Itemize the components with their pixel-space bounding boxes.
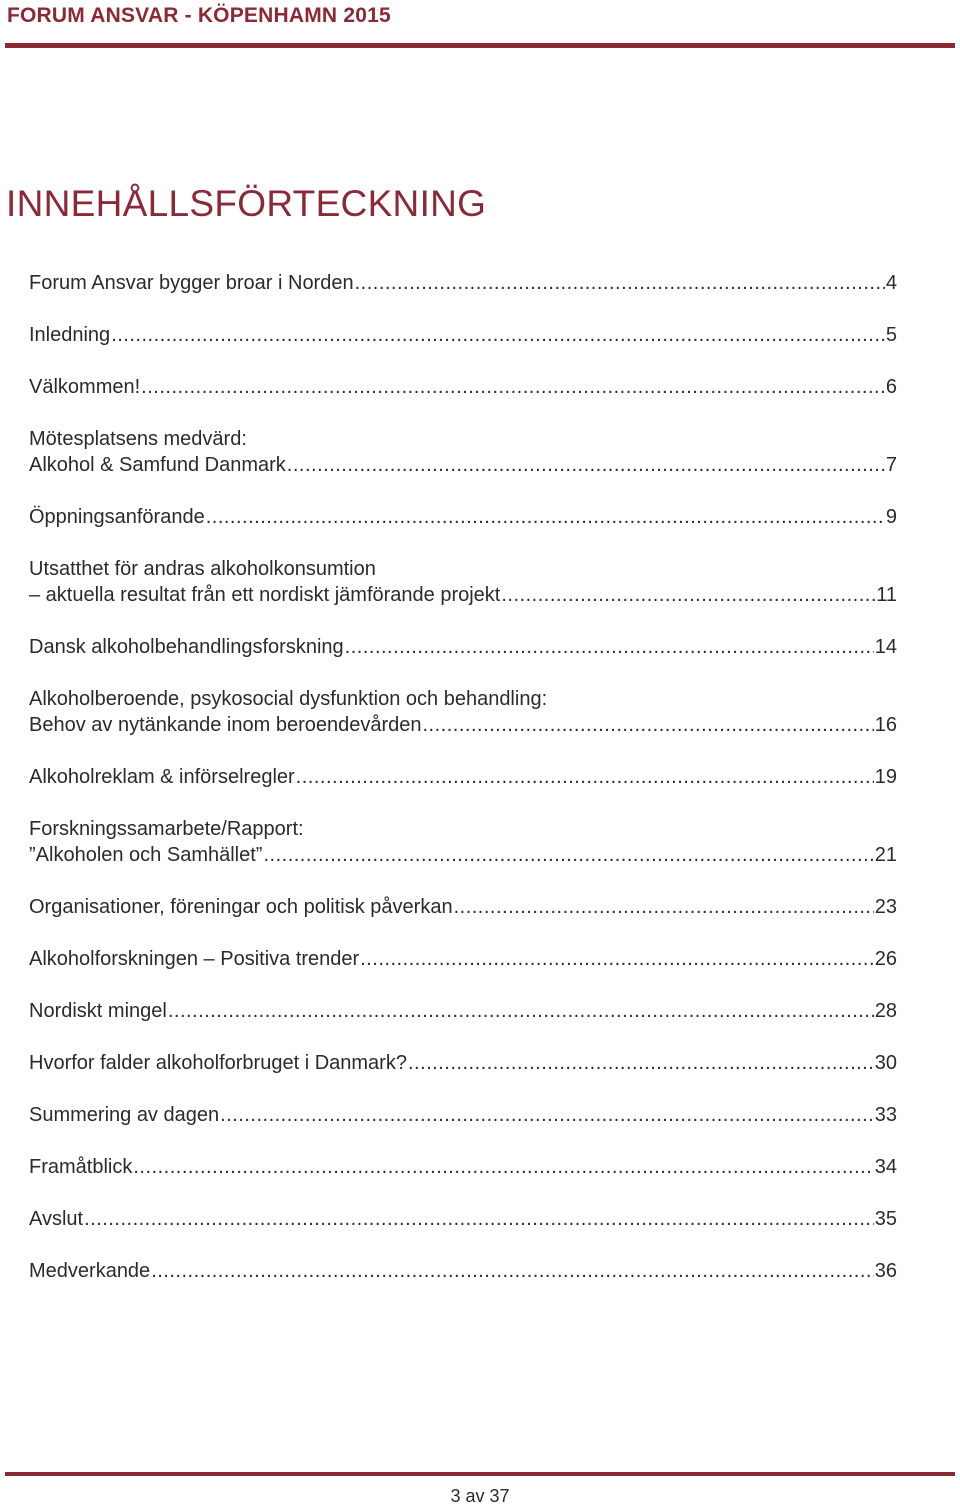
toc-entry-page-number: 23 (874, 896, 897, 918)
toc-entry-row (29, 842, 897, 868)
toc-entry-title-line: Utsatthet för andras alkoholkonsumtion (29, 558, 376, 580)
toc-entry-title: Forum Ansvar bygger broar i Norden (29, 272, 354, 294)
dot-leader (141, 374, 885, 400)
toc-entry-title: Organisationer, föreningar och politisk påverkan (29, 896, 453, 918)
dot-leader (151, 1258, 874, 1284)
toc-entry-page-number: 19 (874, 766, 897, 788)
toc-entry-row (29, 582, 897, 608)
toc-entry[interactable] (29, 556, 897, 608)
toc-entry-title: Öppningsanförande (29, 506, 205, 528)
toc-entry-title: Medverkande (29, 1260, 151, 1282)
toc-entry-page-number: 21 (874, 844, 897, 866)
toc-entry-page-number: 26 (874, 948, 897, 970)
toc-entry-row (29, 712, 897, 738)
toc-entry-title: Alkoholreklam & införselregler (29, 766, 295, 788)
toc-entry-title: Alkoholforskningen – Positiva trender (29, 948, 360, 970)
toc-entry-page-number: 35 (874, 1208, 897, 1230)
toc-entry[interactable] (29, 270, 897, 296)
toc-entry-title: Framåtblick (29, 1156, 133, 1178)
toc-entry[interactable] (29, 374, 897, 400)
toc-entry-page-number: 36 (874, 1260, 897, 1282)
dot-leader (168, 998, 874, 1024)
toc-entry[interactable] (29, 322, 897, 348)
toc-entry-page-number: 14 (874, 636, 897, 658)
toc-entry-row (29, 270, 897, 296)
dot-leader (501, 582, 875, 608)
toc-entry-page-number: 28 (874, 1000, 897, 1022)
toc-entry-row (29, 1206, 897, 1232)
toc-entry[interactable] (29, 764, 897, 790)
toc-entry-row (29, 1102, 897, 1128)
toc-entry[interactable] (29, 1206, 897, 1232)
toc-entry-title: Dansk alkoholbehandlingsforskning (29, 636, 344, 658)
dot-leader (408, 1050, 874, 1076)
toc-entry-title: Hvorfor falder alkoholforbruget i Danmark? (29, 1052, 407, 1074)
page-number: 3 av 37 (450, 1486, 510, 1506)
dot-leader (296, 764, 874, 790)
dot-leader (206, 504, 885, 530)
toc-entry-page-number: 33 (874, 1104, 897, 1126)
toc-entry-page-number: 9 (885, 506, 897, 528)
toc-entry-title: Summering av dagen (29, 1104, 220, 1126)
toc-entry-page-number: 34 (874, 1156, 897, 1178)
toc-entry-page-number: 6 (885, 376, 897, 398)
toc-entry-title: Avslut (29, 1208, 84, 1230)
toc-entry-title: Inledning (29, 324, 111, 346)
toc-entry[interactable] (29, 686, 897, 738)
toc-entry-row (29, 322, 897, 348)
toc-entry[interactable] (29, 504, 897, 530)
document-header-title: FORUM ANSVAR - KÖPENHAMN 2015 (7, 4, 391, 27)
toc-entry[interactable] (29, 634, 897, 660)
toc-entry-title: Alkohol & Samfund Danmark (29, 454, 286, 476)
toc-entry-row (29, 634, 897, 660)
toc-entry-row (29, 946, 897, 972)
toc-entry-page-number: 11 (876, 584, 897, 606)
dot-leader (345, 634, 874, 660)
header-divider (5, 43, 955, 48)
toc-entry-title: Nordiskt mingel (29, 1000, 167, 1022)
toc-entry-row (29, 1258, 897, 1284)
toc-entry[interactable] (29, 816, 897, 868)
dot-leader (360, 946, 874, 972)
toc-entry-row (29, 998, 897, 1024)
toc-entry-row (29, 452, 897, 478)
toc-entry[interactable] (29, 1102, 897, 1128)
dot-leader (220, 1102, 874, 1128)
toc-heading: INNEHÅLLSFÖRTECKNING (6, 183, 487, 224)
toc-entry-row (29, 894, 897, 920)
toc-entry-title: Välkommen! (29, 376, 141, 398)
dot-leader (263, 842, 873, 868)
toc-entry-title: – aktuella resultat från ett nordiskt jämförande projekt (29, 584, 501, 606)
toc-entry-row (29, 504, 897, 530)
toc-entry-row (29, 374, 897, 400)
toc-entry-title-line: Alkoholberoende, psykosocial dysfunktion och behandling: (29, 688, 548, 710)
toc-entry-page-number: 16 (874, 714, 897, 736)
table-of-contents (29, 270, 897, 1310)
toc-entry-title-line: Mötesplatsens medvärd: (29, 428, 247, 450)
dot-leader (133, 1154, 873, 1180)
dot-leader (454, 894, 874, 920)
toc-entry-title: ”Alkoholen och Samhället” (29, 844, 263, 866)
footer-divider (5, 1472, 955, 1476)
toc-entry[interactable] (29, 894, 897, 920)
toc-entry-title: Behov av nytänkande inom beroendevården (29, 714, 422, 736)
toc-entry[interactable] (29, 1154, 897, 1180)
toc-entry-page-number: 30 (874, 1052, 897, 1074)
toc-entry-page-number: 5 (885, 324, 897, 346)
toc-entry-row (29, 1154, 897, 1180)
toc-entry-row (29, 1050, 897, 1076)
toc-entry[interactable] (29, 426, 897, 478)
toc-entry-page-number: 4 (885, 272, 897, 294)
toc-entry[interactable] (29, 998, 897, 1024)
dot-leader (423, 712, 874, 738)
toc-entry[interactable] (29, 1258, 897, 1284)
dot-leader (84, 1206, 874, 1232)
dot-leader (111, 322, 885, 348)
toc-entry-page-number: 7 (885, 454, 897, 476)
toc-entry[interactable] (29, 1050, 897, 1076)
toc-entry-row (29, 764, 897, 790)
dot-leader (287, 452, 885, 478)
toc-entry[interactable] (29, 946, 897, 972)
toc-entry-title-line: Forskningssamarbete/Rapport: (29, 818, 304, 840)
dot-leader (355, 270, 885, 296)
